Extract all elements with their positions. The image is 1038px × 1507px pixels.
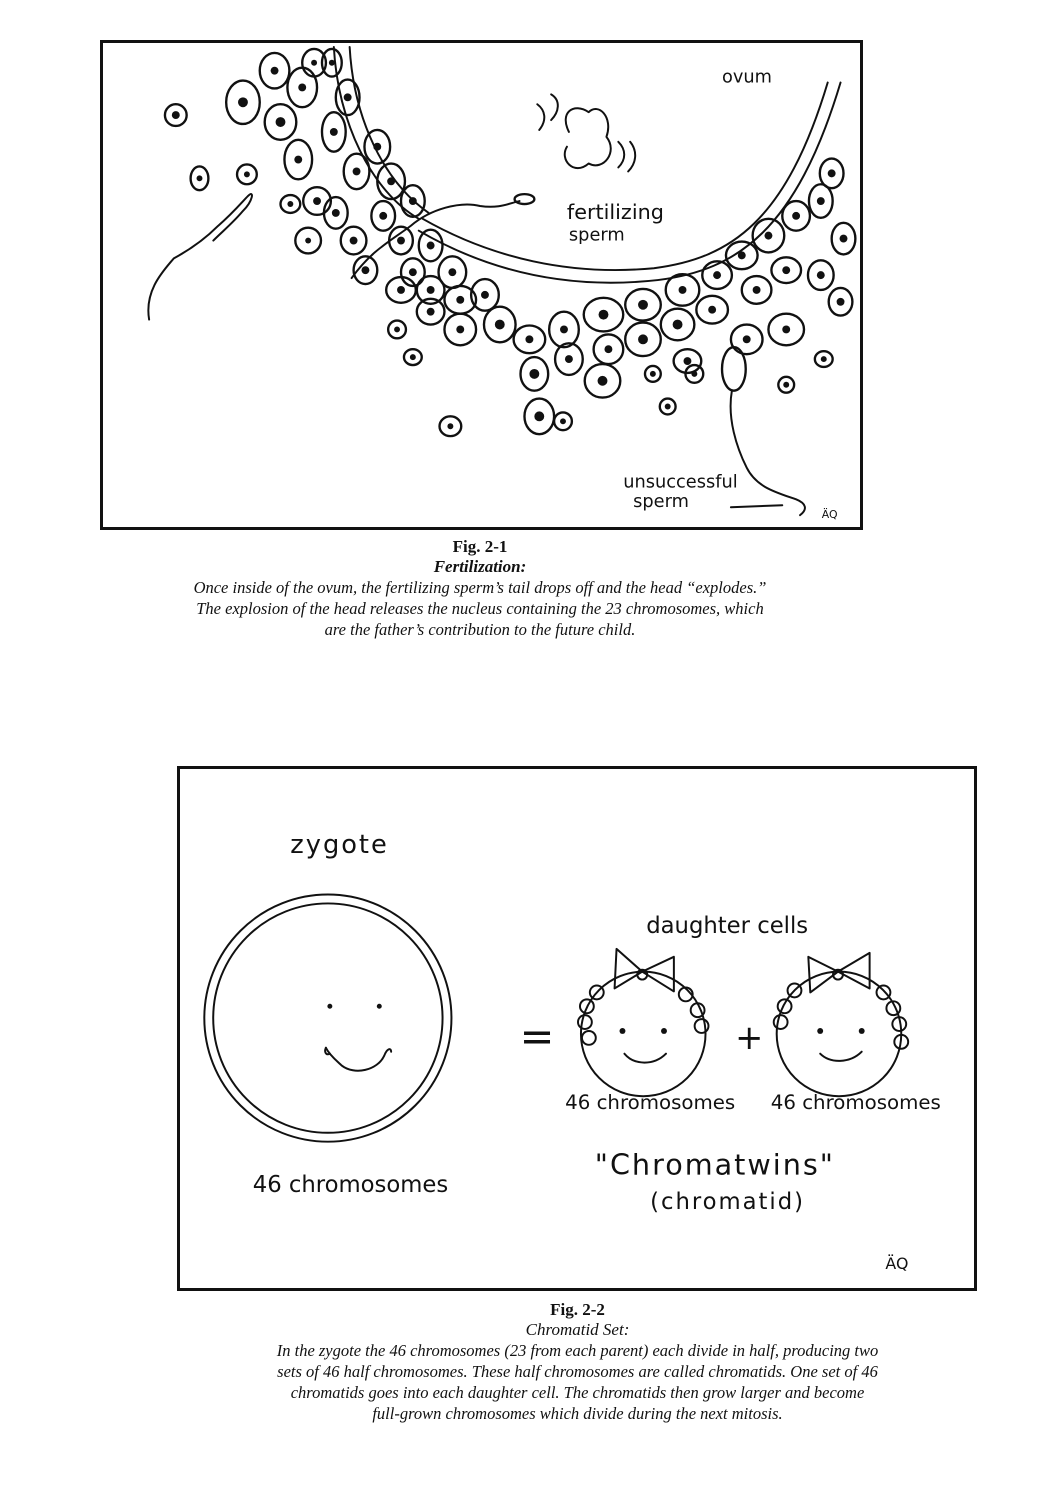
fertilizing-sperm-label: sperm (568, 225, 625, 246)
ovum-edge-lower (419, 83, 841, 283)
ovum-label: ovum (722, 67, 772, 88)
caption-line: The explosion of the head releases the nucleus containing the 23 chromosomes, which (196, 599, 764, 618)
unsuccessful-pointer (731, 505, 782, 507)
explosion-mark (537, 104, 544, 130)
daughter-cell-1 (578, 949, 708, 1096)
daughter1-chromosomes-label: 46 chromosomes (565, 1091, 736, 1115)
zygote-inner (213, 903, 442, 1132)
zygote-eye (327, 1004, 332, 1009)
chromatid-label: (chromatid) (650, 1188, 805, 1215)
equals-sign: = (519, 1011, 555, 1061)
unsuccessful-sperm-left (148, 194, 252, 320)
fertilization-illustration (103, 43, 860, 527)
caption-line: In the zygote the 46 chromosomes (23 from each parent) each divide in half, producing two (276, 1341, 879, 1360)
artist-initials: ÄQ (821, 508, 838, 522)
zygote-eye (377, 1004, 382, 1009)
figure-2-2-caption (175, 1300, 980, 1424)
caption-line: chromatids goes into each daughter cell. The chromatids then grow larger and become (290, 1383, 865, 1402)
unsuccessful-label: unsuccessful (623, 472, 738, 493)
explosion-mark (551, 94, 558, 120)
plus-sign: + (735, 1017, 764, 1057)
chromatid-illustration (180, 769, 974, 1288)
daughter-cells-label: daughter cells (646, 913, 809, 940)
caption-line: are the father’s contribution to the future child. (324, 620, 636, 639)
zygote-label: zygote (290, 830, 389, 861)
caption-line: sets of 46 half chromosomes. These half chromosomes are called chromatids. One set of 46 (277, 1362, 878, 1381)
figure-title: Chromatid Set: (525, 1320, 630, 1339)
explosion-mark (618, 142, 624, 168)
exploding-head (565, 108, 611, 168)
figure-number: Fig. 2-2 (550, 1300, 605, 1319)
artist-initials: ÄQ (885, 1254, 909, 1274)
daughter-cell-2 (774, 953, 908, 1096)
fertilizing-label: fertilizing (566, 199, 664, 224)
daughter2-chromosomes-label: 46 chromosomes (770, 1091, 941, 1115)
figure-number: Fig. 2-1 (452, 537, 508, 556)
unsuccessful-sperm-tail (731, 391, 805, 515)
figure-2-1-caption (90, 537, 870, 640)
fertilizing-sperm-head (515, 194, 535, 204)
unsuccessful-sperm-label: sperm (633, 492, 689, 513)
figure-2-2 (177, 766, 977, 1291)
caption-line: Once inside of the ovum, the fertilizing sperm’s tail drops off and the head “explodes.” (193, 578, 767, 597)
ovum-edge-lower-inner (423, 83, 828, 271)
caption-line: full-grown chromosomes which divide during the next mitosis. (372, 1404, 783, 1423)
bow-icon (615, 949, 643, 989)
figure-title: Fertilization: (433, 557, 527, 576)
chromatwins-label: "Chromatwins" (594, 1147, 835, 1182)
zygote-smile (326, 1048, 391, 1071)
zygote-outer (204, 895, 451, 1142)
explosion-mark (628, 142, 635, 172)
zygote-chromosomes-label: 46 chromosomes (252, 1172, 449, 1199)
figure-2-1 (100, 40, 863, 530)
